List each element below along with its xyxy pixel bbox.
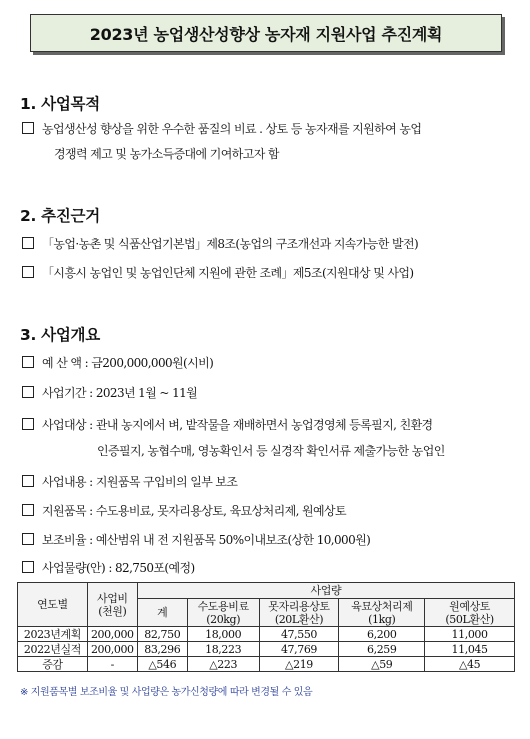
- table-cell: △546: [137, 657, 187, 672]
- table-row: [18, 642, 515, 657]
- header-seedbed-soil: 못자리용상토 (20L환산): [259, 599, 339, 627]
- basis-ordinance: 「시흥시 농업인 및 농업인단체 지원에 관한 조례」제5조(지원대상 및 사업): [42, 266, 414, 280]
- checkbox-square-icon: [22, 504, 34, 516]
- checkbox-square-icon: [22, 386, 34, 398]
- table-cell: 83,296: [137, 642, 187, 657]
- section-2-item-1: [22, 233, 418, 255]
- checkbox-square-icon: [22, 122, 34, 134]
- table-row: [18, 657, 515, 672]
- basis-law: 「농업·농촌 및 식품산업기본법」제8조(농업의 구조개선과 지속가능한 발전): [42, 237, 419, 251]
- table-cell: 2022년실적: [18, 642, 88, 657]
- table-cell: 11,045: [425, 642, 515, 657]
- table-cell: △59: [339, 657, 425, 672]
- overview-target-line-2: 인증필지, 농협수매, 영농확인서 등 실경작 확인서류 제출가능한 농업인: [97, 444, 445, 458]
- header-garden-soil: 원예상토 (50L환산): [425, 599, 515, 627]
- overview-ratio-item: [22, 529, 370, 551]
- document-title-box: [30, 14, 502, 52]
- header-volume: 사업량: [137, 583, 514, 599]
- document-title: 2023년 농업생산성향상 농자재 지원사업 추진계획: [89, 24, 443, 44]
- table-cell: 11,000: [425, 627, 515, 642]
- header-total: 계: [137, 599, 187, 627]
- overview-ratio: 보조비율 : 예산범위 내 전 지원품목 50%이내보조(상한 10,000원): [42, 533, 371, 547]
- section-2-item-2: [22, 262, 414, 284]
- table-cell: △223: [187, 657, 259, 672]
- table-cell: 47,550: [259, 627, 339, 642]
- table-cell: △45: [425, 657, 515, 672]
- footnote: ※ 지원품목별 보조비율 및 사업량은 농가신청량에 따라 변경될 수 있음: [20, 687, 313, 698]
- checkbox-square-icon: [22, 533, 34, 545]
- overview-volume-item: [22, 557, 195, 579]
- header-fertilizer: 수도용비료 (20kg): [187, 599, 259, 627]
- section-2-heading: 2. 추진근거: [20, 207, 100, 225]
- overview-content: 사업내용 : 지원품목 구입비의 일부 보조: [42, 475, 238, 489]
- table-cell: 6,259: [339, 642, 425, 657]
- checkbox-square-icon: [22, 237, 34, 249]
- table-cell: 47,769: [259, 642, 339, 657]
- overview-period: 사업기간 : 2023년 1월 ~ 11월: [42, 386, 198, 400]
- overview-period-item: [22, 382, 197, 404]
- overview-items-item: [22, 500, 346, 522]
- table-cell: 82,750: [137, 627, 187, 642]
- overview-budget-item: [22, 352, 213, 374]
- table-cell: 증감: [18, 657, 88, 672]
- section-3-heading: 3. 사업개요: [20, 326, 100, 344]
- overview-items: 지원품목 : 수도용비료, 못자리용상토, 육묘상처리제, 원예상토: [42, 504, 346, 518]
- table-cell: 18,223: [187, 642, 259, 657]
- checkbox-square-icon: [22, 475, 34, 487]
- overview-target-item: [22, 414, 433, 436]
- section-1-heading: 1. 사업목적: [20, 95, 100, 113]
- header-seedling-treatment: 육묘상처리제 (1kg): [339, 599, 425, 627]
- checkbox-square-icon: [22, 418, 34, 430]
- checkbox-square-icon: [22, 561, 34, 573]
- overview-budget: 예 산 액 : 금200,000,000원(시비): [42, 356, 214, 370]
- purpose-line-1: 농업생산성 향상을 위한 우수한 품질의 비료 . 상토 등 농자재를 지원하여 농업: [42, 122, 422, 136]
- purpose-line-2: 경쟁력 제고 및 농가소득증대에 기여하고자 함: [54, 147, 279, 161]
- table-row: [18, 627, 515, 642]
- overview-volume: 사업물량(안) : 82,750포(예정): [42, 561, 195, 575]
- overview-content-item: [22, 471, 237, 493]
- table-cell: 200,000: [87, 642, 137, 657]
- table-cell: -: [87, 657, 137, 672]
- checkbox-square-icon: [22, 356, 34, 368]
- table-cell: 2023년계획: [18, 627, 88, 642]
- table-cell: 6,200: [339, 627, 425, 642]
- header-budget: 사업비 (천원): [87, 583, 137, 627]
- checkbox-square-icon: [22, 266, 34, 278]
- table-cell: 18,000: [187, 627, 259, 642]
- plan-table: [17, 582, 515, 672]
- table-cell: △219: [259, 657, 339, 672]
- section-1-item: [22, 118, 421, 140]
- overview-target-line-1: 사업대상 : 관내 농지에서 벼, 밭작물을 재배하면서 농업경영체 등록필지, 친환경: [42, 418, 433, 432]
- header-year: 연도별: [18, 583, 88, 627]
- table-cell: 200,000: [87, 627, 137, 642]
